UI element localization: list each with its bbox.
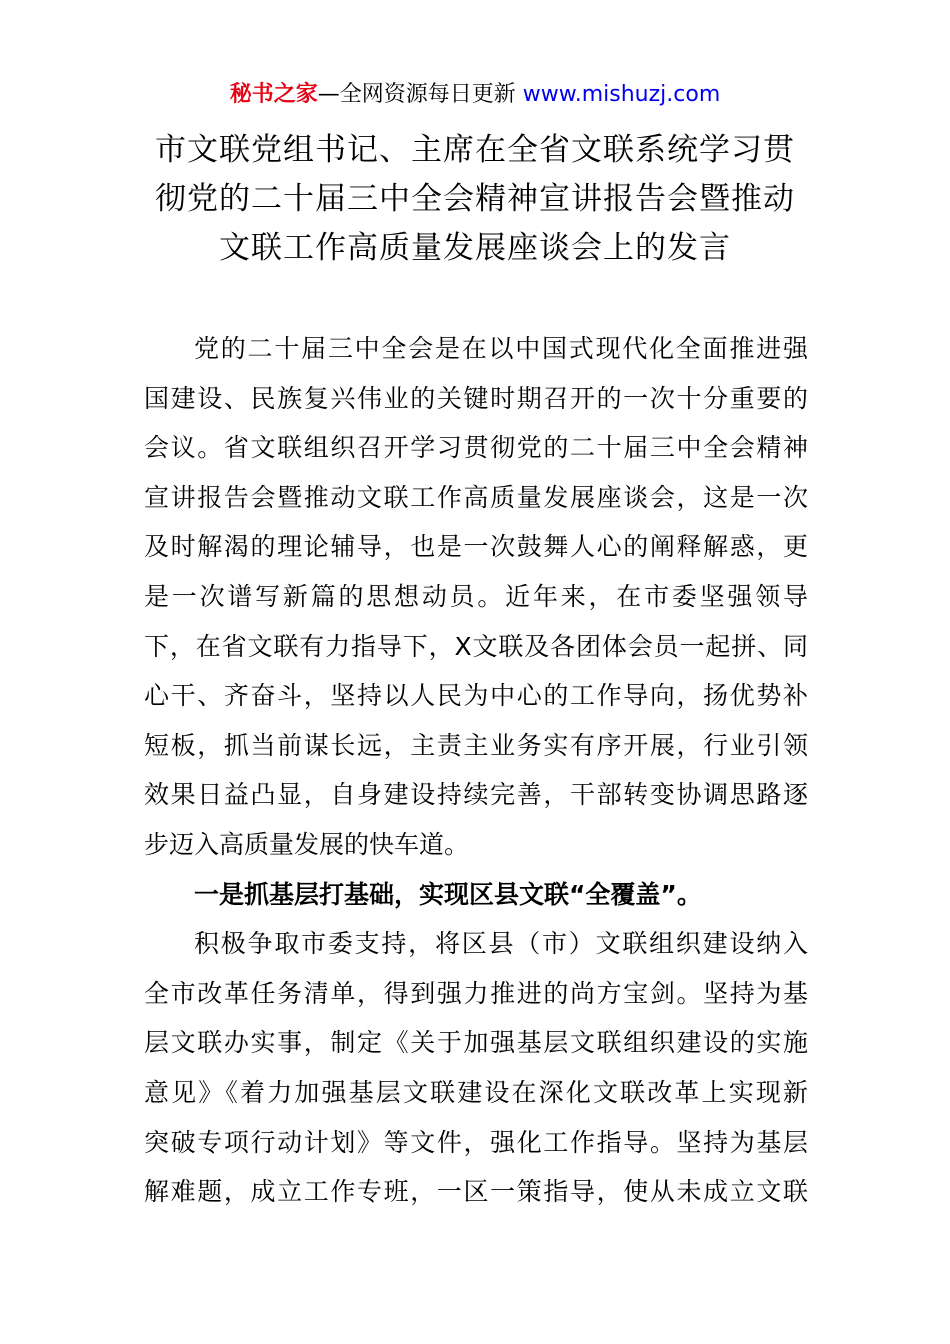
site-header bbox=[0, 78, 950, 112]
paragraph-line: 层文联办实事，制定《关于加强基层文联组织建设的实施 bbox=[144, 1028, 808, 1058]
title-line-2: 彻党的二十届三中全会精神宣讲报告会暨推动 bbox=[155, 181, 795, 217]
paragraph-line: 全市改革任务清单，得到强力推进的尚方宝剑。坚持为基 bbox=[144, 978, 808, 1008]
paragraph-line: 会议。省文联组织召开学习贯彻党的二十届三中全会精神 bbox=[144, 433, 808, 463]
paragraph-line: 解难题，成立工作专班，一区一策指导，使从未成立文联 bbox=[144, 1177, 808, 1207]
title-line-3: 文联工作高质量发展座谈会上的发言 bbox=[219, 230, 731, 266]
paragraph-line: 宣讲报告会暨推动文联工作高质量发展座谈会，这是一次 bbox=[144, 482, 808, 512]
paragraph-line: 心干、齐奋斗，坚持以人民为中心的工作导向，扬优势补 bbox=[144, 681, 808, 711]
paragraph-line: 突破专项行动计划》等文件，强化工作指导。坚持为基层 bbox=[144, 1127, 808, 1157]
paragraph-line: 短板，抓当前谋长远，主责主业务实有序开展，行业引领 bbox=[144, 730, 808, 760]
paragraph-line: 是一次谱写新篇的思想动员。近年来，在市委坚强领导 bbox=[144, 581, 808, 611]
document-title bbox=[140, 126, 810, 273]
paragraph-line: 党的二十届三中全会是在以中国式现代化全面推进强 bbox=[194, 334, 808, 363]
section-heading: 一是抓基层打基础，实现区县文联“全覆盖”。 bbox=[194, 879, 702, 909]
paragraph-line: 意见》《着力加强基层文联建设在深化文联改革上实现新 bbox=[144, 1077, 808, 1107]
paragraph-line: 及时解渴的理论辅导，也是一次鼓舞人心的阐释解惑，更 bbox=[144, 532, 808, 562]
paragraph-line: 步迈入高质量发展的快车道。 bbox=[144, 829, 470, 859]
document-body bbox=[144, 324, 808, 1217]
paragraph-line: 效果日益凸显，自身建设持续完善，干部转变协调思路逐 bbox=[144, 780, 808, 810]
title-line-1: 市文联党组书记、主席在全省文联系统学习贯 bbox=[155, 132, 795, 168]
paragraph-line: 下，在省文联有力指导下，X文联及各团体会员一起拼、同 bbox=[144, 631, 808, 661]
site-name: 秘书之家 bbox=[229, 82, 318, 107]
site-tagline: —全网资源每日更新 bbox=[317, 82, 516, 107]
site-url-link[interactable]: www.mishuzj.com bbox=[522, 82, 721, 107]
paragraph-line: 积极争取市委支持，将区县（市）文联组织建设纳入 bbox=[194, 929, 808, 959]
paragraph-line: 国建设、民族复兴伟业的关键时期召开的一次十分重要的 bbox=[144, 383, 808, 413]
